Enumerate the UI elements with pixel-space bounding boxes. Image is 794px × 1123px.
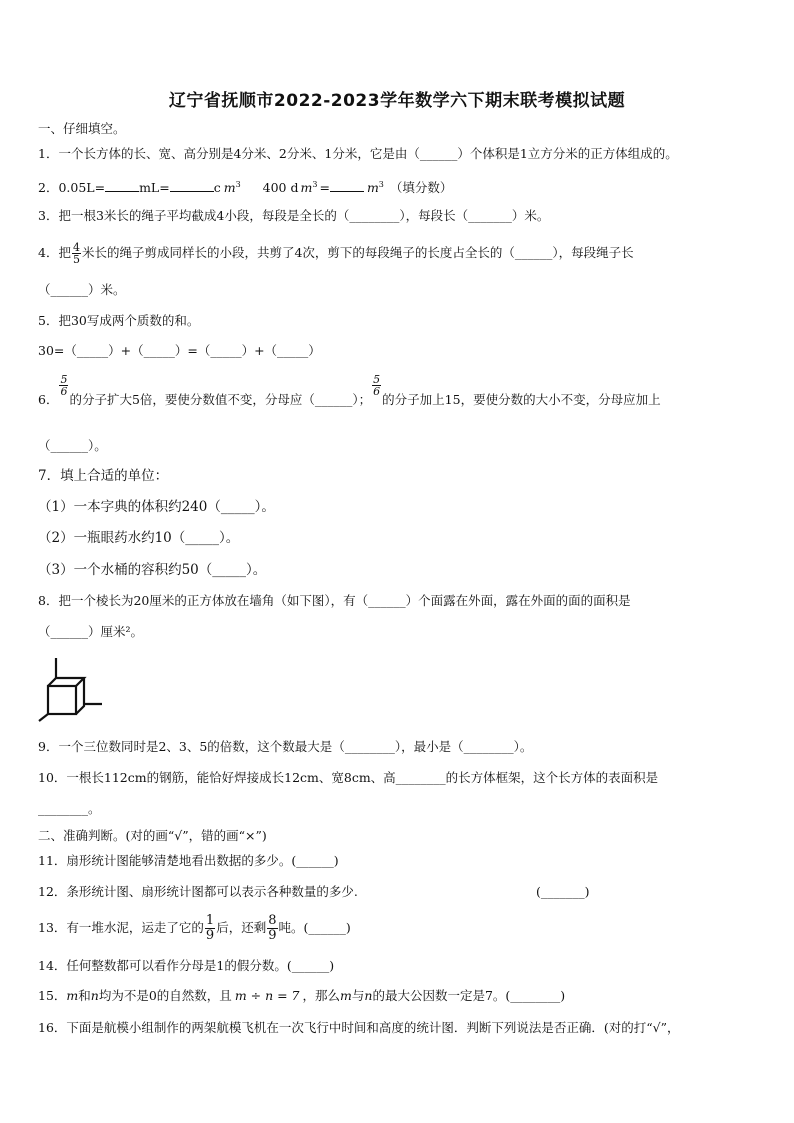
question-12-answer-blank: (_______) <box>536 884 590 899</box>
q15-var-m-2: m <box>340 988 352 1003</box>
question-5: 5．把30写成两个质数的和。 <box>38 313 200 328</box>
q2-unit-m-3: m <box>366 180 379 196</box>
q2-part-c: c <box>213 180 221 196</box>
q2-blank-2[interactable] <box>170 179 214 192</box>
q6-part-c: 的分子加上15，要使分数的大小不变，分母应加上 <box>382 392 661 407</box>
q2-unit-m-2: m <box>300 180 313 196</box>
q2-part-g: （填分数） <box>389 180 453 196</box>
q15-part-a: 15． <box>38 988 67 1003</box>
q4-part-a: 4．把 <box>38 245 71 260</box>
question-16: 16．下面是航模小组制作的两架航模飞机在一次飞行中时间和高度的统计图．判断下列说法是否正确．(对的打“√”， <box>38 1020 680 1035</box>
question-5-equation: 30=（_____）+（_____）=（_____）+（_____） <box>38 343 321 358</box>
q2-blank-3[interactable] <box>330 179 364 192</box>
q6-fraction-2: $\frac{5}{6}$ <box>373 373 381 398</box>
q2-blank-1[interactable] <box>105 179 139 192</box>
q13-fraction-2: $\frac{8}{9}$ <box>268 913 277 943</box>
question-13 <box>38 910 351 946</box>
q13-fraction-1: $\frac{1}{9}$ <box>205 913 215 943</box>
q6-part-b: 的分子扩大5倍，要使分数值不变，分母应（______）； <box>69 392 372 407</box>
q15-part-c: 均为不是0的自然数，且 <box>98 988 232 1003</box>
q15-part-e: 与 <box>351 988 365 1003</box>
question-7-1: （1）一本字典的体积约240（_____）。 <box>38 499 275 515</box>
question-9: 9．一个三位数同时是2、3、5的倍数，这个数最大是（________），最小是（________）。 <box>38 739 533 754</box>
page-title: 辽宁省抚顺市2022-2023学年数学六下期末联考模拟试题 <box>168 91 626 111</box>
q13-part-b: 后，还剩 <box>216 920 267 935</box>
q15-var-n: n <box>90 988 99 1003</box>
question-4-continued: （______）米。 <box>38 282 126 297</box>
q2-exp-1: 3 <box>235 180 241 189</box>
q2-part-b: mL= <box>139 180 170 196</box>
question-7: 7．填上合适的单位： <box>38 468 169 484</box>
q15-part-b: 和 <box>78 988 91 1003</box>
q15-part-d: ，那么 <box>302 988 341 1003</box>
question-2 <box>38 176 452 197</box>
q2-part-a: 2．0.05L= <box>38 180 106 196</box>
question-11: 11．扇形统计图能够清楚地看出数据的多少。(______) <box>38 853 339 868</box>
question-15 <box>38 987 565 1005</box>
section-1-heading: 一、仔细填空。 <box>38 121 126 136</box>
q15-var-n-2: n <box>364 988 373 1003</box>
question-8-continued: （______）厘米²。 <box>38 624 144 639</box>
q15-equation: m ÷ n = 7 <box>234 988 300 1003</box>
question-7-3: （3）一个水桶的容积约50（_____）。 <box>38 562 267 578</box>
q15-part-f: 的最大公因数一定是7。(________) <box>372 988 566 1003</box>
question-14: 14．任何整数都可以看作分母是1的假分数。(______) <box>38 958 335 973</box>
question-3: 3．把一根3米长的绳子平均截成4小段，每段是全长的（________），每段长（_______）米。 <box>38 208 550 223</box>
q4-part-b: 米长的绳子剪成同样长的小段，共剪了4次，剪下的每段绳子的长度占全长的（______），每段绳子长 <box>81 245 634 260</box>
question-1: 1．一个长方体的长、宽、高分别是4分米、2分米、1分米，它是由（______）个体积是1立方分米的正方体组成的。 <box>38 146 678 161</box>
question-7-2: （2）一瓶眼药水约10（_____）。 <box>38 530 240 546</box>
q2-exp-2: 3 <box>312 180 318 189</box>
q13-part-a: 13．有一堆水泥，运走了它的 <box>38 920 204 935</box>
q2-unit-m: m <box>223 180 236 196</box>
section-2-heading: 二、准确判断。(对的画“√”，错的画“×”) <box>38 828 267 843</box>
q15-var-m: m <box>66 988 79 1003</box>
question-10-continued: ________。 <box>38 801 101 816</box>
question-6 <box>38 373 661 420</box>
q13-part-c: 吨。(______) <box>278 920 351 935</box>
q6-fraction-1: $\frac{5}{6}$ <box>60 373 68 398</box>
question-6-continued: （______）。 <box>38 438 107 453</box>
question-12: 12．条形统计图、扇形统计图都可以表示各种数量的多少. <box>38 884 358 899</box>
q2-exp-3: 3 <box>378 180 384 189</box>
question-8: 8．把一个棱长为20厘米的正方体放在墙角（如下图），有（______）个面露在外面，露在外面的面的面积是 <box>38 593 631 608</box>
q4-fraction: $\frac{4}{5}$ <box>72 241 80 266</box>
question-4 <box>38 240 634 266</box>
question-10: 10．一根长112cm的钢筋，能恰好焊接成长12cm、宽8cm、高________的长方体框架，这个长方体的表面积是 <box>38 770 659 785</box>
cube-in-corner-figure <box>36 656 106 724</box>
q2-part-e: = <box>319 180 330 196</box>
q6-part-a: 6． <box>38 392 59 407</box>
q2-part-d: 400 d <box>262 180 299 196</box>
